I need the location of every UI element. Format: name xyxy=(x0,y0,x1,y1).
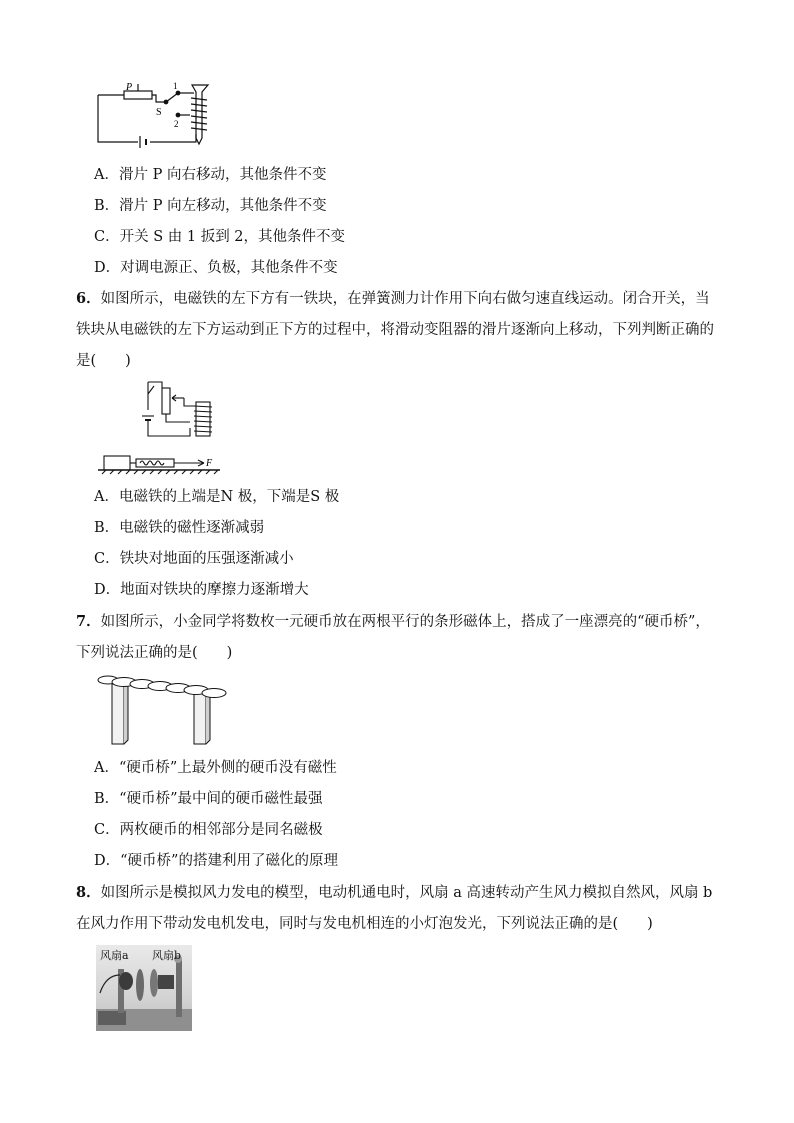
q6-stem-text1: 如图所示，电磁铁的左下方有一铁块，在弹簧测力计作用下向右做匀速直线运动。闭合开关，当 xyxy=(100,291,710,307)
q6-option-a: A．电磁铁的上端是N 极，下端是S 极 xyxy=(94,489,340,505)
q8-stem-text1: 如图所示是模拟风力发电的模型，电动机通电时，风扇 a 高速转动产生风力模拟自然风，风扇 b xyxy=(100,885,713,901)
q7-coin-bridge-figure xyxy=(94,672,234,748)
q6-stem-line3: 是( ) xyxy=(76,353,131,369)
q8-wind-generator-photo xyxy=(96,945,192,1031)
q6-stem-line2: 铁块从电磁铁的左下方运动到正下方的过程中，将滑动变阻器的滑片逐渐向上移动，下列判断正确的 xyxy=(76,322,714,338)
q8-stem-line2: 在风力作用下带动发电机发电，同时与发电机相连的小灯泡发光，下列说法正确的是( ) xyxy=(76,916,653,932)
q7-stem-line2: 下列说法正确的是( ) xyxy=(76,645,233,661)
q8-label-fan-b: 风扇b xyxy=(152,949,182,962)
q7-stem-text1: 如图所示，小金同学将数枚一元硬币放在两根平行的条形磁体上，搭成了一座漂亮的“硬币桥”， xyxy=(100,614,710,630)
q5-label-s: S xyxy=(156,107,162,118)
q6-label-f: F xyxy=(206,458,213,469)
q8-stem-line1 xyxy=(76,883,712,903)
q7-option-d: D．“硬币桥”的搭建利用了磁化的原理 xyxy=(94,853,338,869)
q5-label-p: P xyxy=(126,82,133,93)
q8-number: 8． xyxy=(76,884,101,901)
q8-label-fan-a: 风扇a xyxy=(100,949,129,962)
q6-stem-line1 xyxy=(76,289,710,309)
q5-option-a: A．滑片 P 向右移动，其他条件不变 xyxy=(94,167,327,183)
q6-option-c: C．铁块对地面的压强逐渐减小 xyxy=(94,551,294,567)
q6-electromagnet-figure xyxy=(96,376,226,476)
q5-circuit-figure xyxy=(94,80,214,148)
q5-label-2: 2 xyxy=(174,119,179,129)
q7-option-a: A．“硬币桥”上最外侧的硬币没有磁性 xyxy=(94,760,337,776)
q7-option-b: B．“硬币桥”最中间的硬币磁性最强 xyxy=(94,791,323,807)
q7-option-c: C．两枚硬币的相邻部分是同名磁极 xyxy=(94,822,323,838)
q5-label-1: 1 xyxy=(173,81,178,91)
q5-option-b: B．滑片 P 向左移动，其他条件不变 xyxy=(94,198,327,214)
q7-number: 7． xyxy=(76,613,101,630)
q6-number: 6． xyxy=(76,290,101,307)
q5-option-d: D．对调电源正、负极，其他条件不变 xyxy=(94,260,338,276)
q7-stem-line1 xyxy=(76,612,710,632)
q5-option-c: C．开关 S 由 1 扳到 2，其他条件不变 xyxy=(94,229,346,245)
q6-option-d: D．地面对铁块的摩擦力逐渐增大 xyxy=(94,582,309,598)
q6-option-b: B．电磁铁的磁性逐渐减弱 xyxy=(94,520,265,536)
